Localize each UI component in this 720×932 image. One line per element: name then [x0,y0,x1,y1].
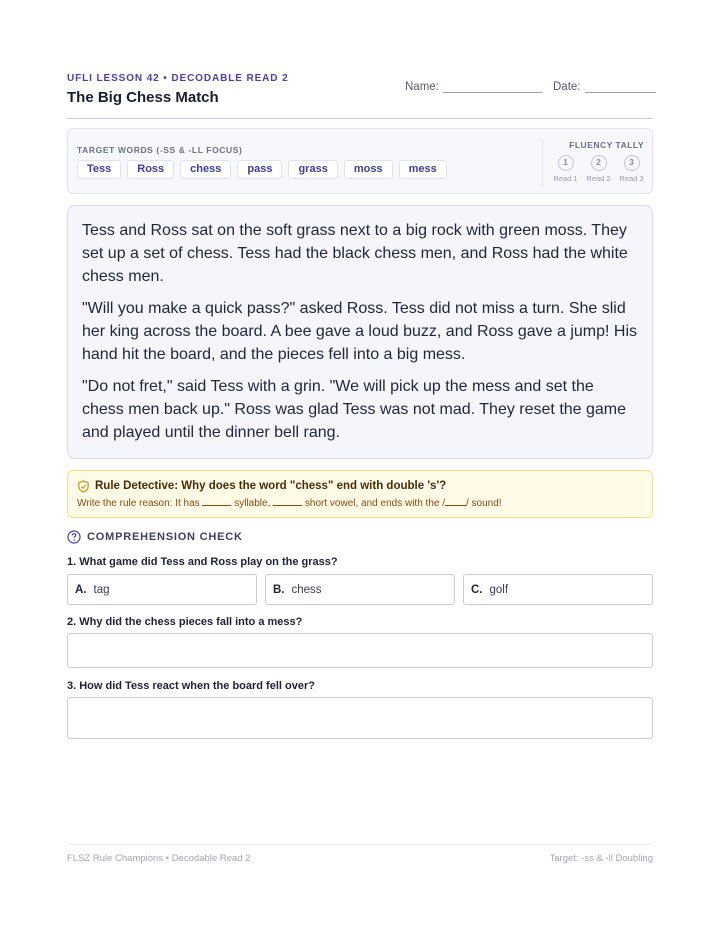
answer-box-3[interactable] [67,697,653,739]
option-text: tag [93,583,110,596]
tally-read-1[interactable] [552,155,579,183]
footer-right: Target: -ss & -ll Doubling [549,853,653,864]
tally-circle[interactable]: 3 [624,155,640,171]
question-circle-icon [67,530,81,544]
tally-caption: Read 1 [553,174,578,183]
comprehension-heading [67,530,243,544]
rule-detective-box [67,470,653,518]
question-3: 3. How did Tess react when the board fell over? [67,680,315,692]
target-word-chip: pass [237,160,282,179]
question-1-options [67,574,653,605]
option-letter: C. [471,583,483,596]
blank-syllable[interactable] [202,497,231,506]
target-word-chip: moss [344,160,393,179]
fluency-tally-label: FLUENCY TALLY [569,140,644,150]
page-title: The Big Chess Match [67,89,219,106]
date-label: Date: [553,81,581,93]
date-line[interactable] [585,83,656,93]
target-word-chip: grass [288,160,337,179]
target-words-panel [67,128,653,194]
rule-text-part: Write the rule reason: It has [77,498,200,509]
option-a[interactable] [67,574,257,605]
rule-text-part: / sound! [466,498,502,509]
rule-title: Rule Detective: Why does the word "chess" end with double 's'? [95,480,447,492]
blank-vowel[interactable] [273,497,302,506]
shield-check-icon [77,480,90,493]
target-word-chip: mess [399,160,447,179]
target-word-chip: chess [180,160,231,179]
footer-left: FLSZ Rule Champions • Decodable Read 2 [67,853,251,864]
target-word-chips [77,160,447,179]
name-field[interactable] [405,81,542,93]
option-b[interactable] [265,574,455,605]
tally-read-3[interactable] [618,155,645,183]
question-2: 2. Why did the chess pieces fall into a mess? [67,616,303,628]
story-paragraph: "Do not fret," said Tess with a grin. "We will pick up the mess and set the chess men back up." Ross was glad Tess was not mad. They reset the game and played until the dinner bell rang. [82,378,627,441]
fluency-tally [542,139,652,187]
target-words-label: TARGET WORDS (-SS & -LL FOCUS) [77,145,243,155]
option-letter: B. [273,583,285,596]
target-word-chip: Tess [77,160,121,179]
tally-read-2[interactable] [585,155,612,183]
option-c[interactable] [463,574,653,605]
lesson-label: UFLI LESSON 42 • DECODABLE READ 2 [67,73,289,84]
target-word-chip: Ross [127,160,174,179]
question-1: 1. What game did Tess and Ross play on the grass? [67,556,338,568]
option-letter: A. [75,583,87,596]
name-label: Name: [405,81,439,93]
worksheet-header [67,73,653,119]
option-text: golf [489,583,509,596]
tally-circle[interactable]: 1 [558,155,574,171]
tally-caption: Read 2 [586,174,611,183]
page-footer [67,844,653,864]
tally-circle[interactable]: 2 [591,155,607,171]
comprehension-label: COMPREHENSION CHECK [87,531,243,543]
rule-text-part: short vowel, and ends with the / [304,498,445,509]
option-text: chess [291,583,322,596]
answer-box-2[interactable] [67,633,653,668]
blank-sound[interactable] [445,497,466,506]
worksheet-page [67,0,653,932]
story-paragraph: "Will you make a quick pass?" asked Ross. Tess did not miss a turn. She slid her king across the board. A bee gave a loud buzz, and Ross gave a jump! His hand hit the board, and the pieces fell into a big mess. [82,300,637,363]
date-field[interactable] [553,81,656,93]
rule-text-part: syllable, [234,498,271,509]
story-paragraph: Tess and Ross sat on the soft grass next to a big rock with green moss. They set up a set of chess. Tess had the black chess men, and Ross had the white chess men. [82,222,628,285]
story-passage [67,205,653,459]
rule-sentence [77,497,502,509]
tally-caption: Read 3 [619,174,644,183]
name-line[interactable] [443,83,542,93]
